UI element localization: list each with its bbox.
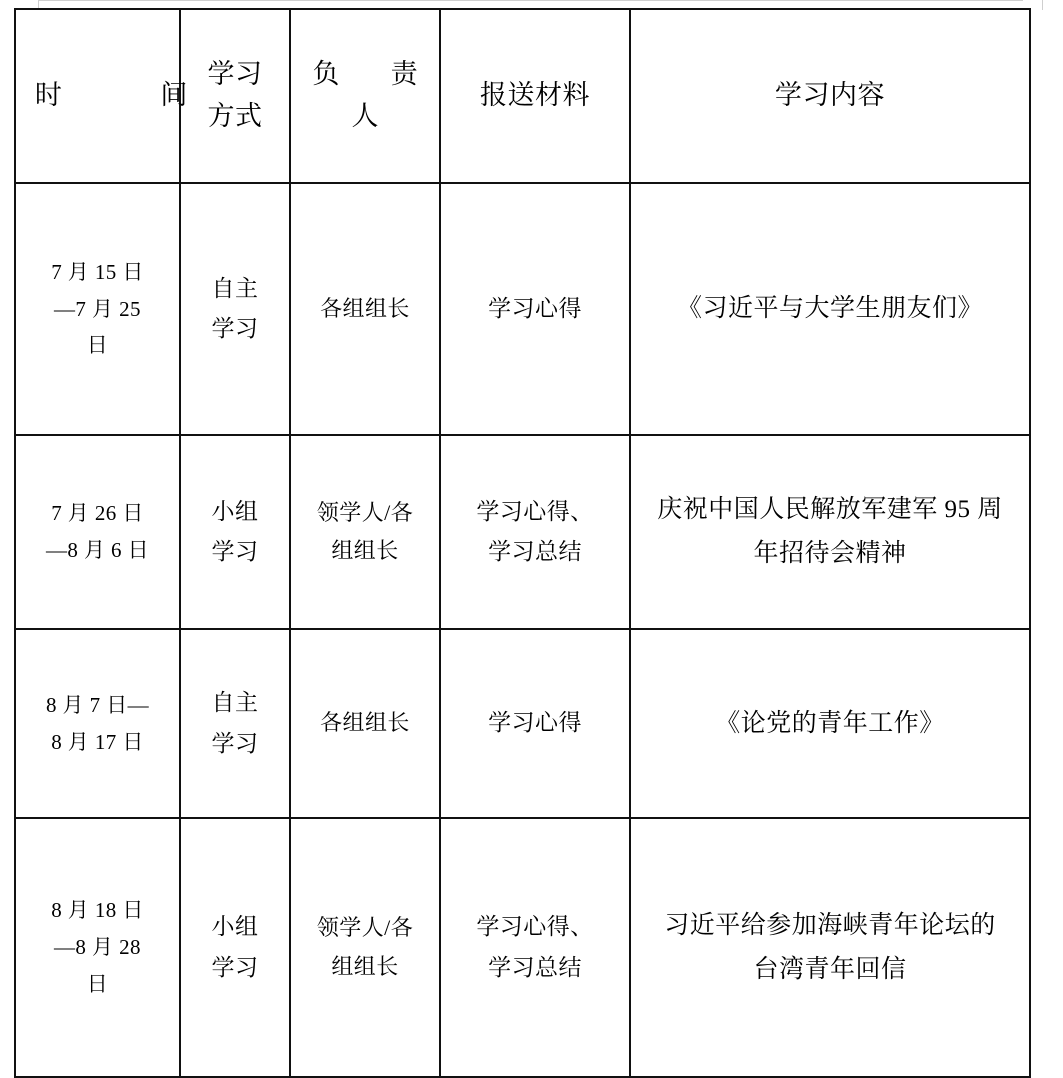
cell-materials (440, 629, 630, 818)
column-header-content-line: 学习内容 (774, 80, 886, 111)
cell-line: 学习 (211, 730, 259, 756)
cell-line: 学习总结 (488, 539, 582, 564)
table-row (15, 629, 1030, 818)
table-row (15, 818, 1030, 1077)
cell-line: 组组长 (331, 538, 399, 563)
cell-line: 8 月 18 日 (51, 898, 144, 923)
cell-time (15, 435, 180, 629)
cell-line: 领学人/各 (316, 499, 414, 525)
cell-line: 学习心得、 (476, 498, 594, 524)
cell-line: 学习心得 (488, 295, 582, 321)
cell-materials (440, 435, 630, 629)
table-header-row (15, 9, 1030, 183)
cell-mode (180, 183, 290, 435)
cell-line: 学习心得 (488, 710, 582, 736)
cell-line: 台湾青年回信 (753, 955, 907, 983)
cell-line: —7 月 25 (54, 296, 141, 321)
cell-line: 各组组长 (320, 295, 410, 321)
cell-line: 学习 (211, 954, 259, 980)
column-header-content (630, 9, 1030, 183)
cell-materials (440, 818, 630, 1077)
cell-line: 8 月 7 日— (45, 692, 150, 717)
cell-time (15, 818, 180, 1077)
cell-line: 8 月 17 日 (51, 729, 144, 754)
cell-line: 7 月 15 日 (51, 259, 144, 284)
cell-mode (180, 818, 290, 1077)
cell-line: 各组组长 (320, 710, 410, 736)
study-plan-table-wrapper (14, 8, 1029, 1078)
column-header-mode-line: 方式 (207, 101, 263, 131)
cell-content (630, 629, 1030, 818)
cell-line: 《论党的青年工作》 (715, 709, 945, 737)
cell-line: 日 (86, 333, 109, 358)
cell-line: 自主 (211, 690, 259, 716)
cell-mode (180, 629, 290, 818)
cell-line: 组组长 (331, 953, 399, 979)
column-header-time-line: 时 间 (34, 80, 203, 111)
cell-line: —8 月 28 (54, 935, 141, 960)
page-border-top (38, 0, 1023, 1)
cell-materials (440, 183, 630, 435)
cell-line: 庆祝中国人民解放军建军 95 周 (657, 496, 1003, 524)
cell-line: 《习近平与大学生朋友们》 (676, 295, 983, 323)
column-header-owner (290, 9, 440, 183)
table-row (15, 183, 1030, 435)
cell-owner (290, 183, 440, 435)
cell-line: 年招待会精神 (753, 540, 907, 567)
cell-line: 学习总结 (488, 954, 582, 980)
cell-line: 领学人/各 (316, 915, 414, 940)
study-plan-table (14, 8, 1031, 1078)
cell-mode (180, 435, 290, 629)
cell-line: 学习 (211, 539, 259, 564)
cell-owner (290, 818, 440, 1077)
cell-owner (290, 629, 440, 818)
cell-line: —8 月 6 日 (45, 538, 150, 562)
table-header (15, 9, 1030, 183)
cell-line: 自主 (211, 275, 259, 301)
column-header-time (15, 9, 203, 183)
cell-line: 日 (86, 971, 109, 996)
cell-line: 习近平给参加海峡青年论坛的 (664, 911, 996, 939)
page-border-right (1042, 0, 1043, 10)
cell-line: 学习 (211, 316, 259, 341)
table-body (15, 183, 1030, 1077)
column-header-materials (440, 9, 630, 183)
cell-content (630, 435, 1030, 629)
cell-line: 学习心得、 (476, 914, 594, 940)
column-header-owner-line: 负 责 (312, 59, 430, 90)
cell-line: 小组 (211, 498, 259, 524)
cell-time (15, 629, 180, 818)
table-row (15, 435, 1030, 629)
cell-owner (290, 435, 440, 629)
column-header-owner-line: 人 (351, 101, 391, 131)
column-header-mode-line: 学习 (207, 59, 263, 90)
cell-content (630, 183, 1030, 435)
column-header-materials-line: 报送材料 (479, 80, 591, 111)
cell-content (630, 818, 1030, 1077)
cell-line: 7 月 26 日 (51, 501, 144, 526)
cell-time (15, 183, 180, 435)
cell-line: 小组 (211, 914, 259, 940)
